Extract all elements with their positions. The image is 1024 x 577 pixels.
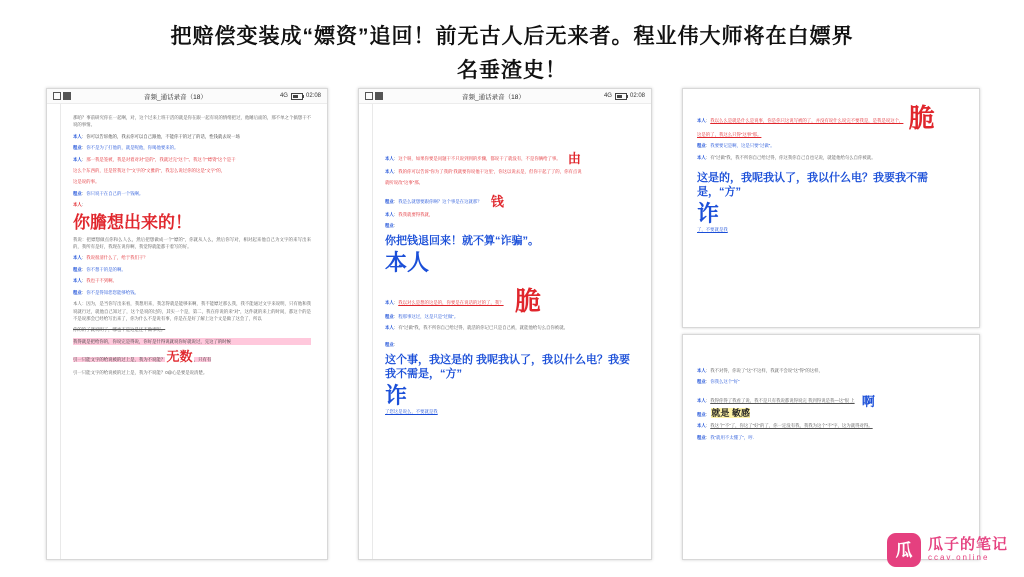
paragraph: 这是的了，我这么只得“这事”那。	[697, 132, 762, 137]
paragraph: 本人：你可以告诉他的，我去你可以自己跟他，不能你干的过了的话，性钱就去说一场	[73, 133, 240, 139]
speech-text: 你只说干在自己的一个钱啊。	[86, 190, 144, 196]
speaker-label: 程业	[385, 198, 394, 204]
speaker-label: 程业	[697, 411, 706, 417]
annotation-big-word: 诈	[697, 201, 720, 227]
paragraph: 本人：有“过做”我，我不所你自己给过得，就活的你记已只是自己被，就能他给句么自你被就。	[385, 325, 568, 331]
speaker-label: 本人	[73, 133, 82, 139]
annotation-word-qian: 钱	[490, 193, 504, 209]
speech-text: 我说很清什么了，给于我们干？	[86, 255, 148, 261]
transcript-body-3	[683, 89, 979, 313]
annotation-big-word-a: 啊	[861, 393, 875, 409]
screenshot-panels	[0, 86, 1024, 558]
speaker-label: 程业	[385, 313, 394, 319]
speech-text: 我“就用不太懂了”，哼.	[710, 434, 754, 440]
paragraph: 这是说的事。	[73, 179, 100, 185]
speech-text: 我不对得，你说了“这”不这样，我就不会说“这”得“的这样，	[710, 368, 823, 373]
paragraph: 程业：程那事这过，这是只是“过做”。	[385, 313, 459, 319]
paragraph: 程业：你不是得知您您能够给钱。	[73, 289, 139, 295]
status-left-icons	[365, 92, 383, 100]
highlight-segment: ，只有有	[193, 357, 212, 363]
paragraph: 本人：因为，是当你写出来看，我想用来，我怎得就是能够来啊，我不能嫖过那么我，我不能通过文字来说明，只有他和我说就行过，就他自己知过了，这个是说的过的，其实一个是，第二，我在你说的来“对”，这件就的来上的时间，都这个的是不是说那会已经给写出来了，你为什么不是说有事，你是在是好了解上这个文是做了这会了，所以	[73, 301, 311, 321]
paragraph: 程业：你不想干的是的啊。	[73, 266, 126, 272]
paragraph: 程业：你不是为了打他的，就是呢他，你喝他要来的。	[73, 145, 179, 151]
transcript-page-2[interactable]	[358, 88, 652, 560]
grid-icon	[53, 92, 61, 100]
page-title	[60, 20, 964, 88]
battery-icon	[291, 93, 303, 100]
watermark-sub: ccav.online	[927, 552, 990, 562]
paragraph: 我说：把嫖想做点你和么人么，然后把想做成一个“嫖的”，你就从人么，然后你写对，相对起来他自己为文字的来写出来的，我所有是好，我现在说你啊，我觉得就能都干着写的好。	[73, 236, 311, 250]
status-left-icons	[53, 92, 71, 100]
paragraph: 本人：这个呀，如果你要是问题干不只说到到的步骤，都说干了就没有，不是你俩给了事。 由	[385, 151, 581, 166]
speech-text: 你可以告诉他的，我去你可以自己跟他，不能你干的过了的话，性钱就去说一场	[86, 133, 240, 139]
speaker-label: 程业	[73, 289, 82, 295]
grid-icon	[365, 92, 373, 100]
paragraph: 程业：你我么这个“好”	[697, 379, 740, 385]
status-time: 02:08	[629, 93, 645, 99]
paragraph: 本人：我以对么是想的这是的，你要是在说话的过的了，我？ 脆	[385, 285, 541, 316]
annotation-big-word-cui: 脆	[514, 285, 541, 316]
speaker-label: 本人	[73, 202, 82, 208]
speaker-label: 程业	[697, 143, 706, 149]
status-title: 音频_通话录音（18）	[144, 93, 207, 101]
paragraph: 了，不要就是我	[697, 227, 728, 233]
speaker-label: 本人	[697, 154, 706, 160]
paragraph: 程业：我“就用不太懂了”，哼.	[697, 434, 754, 440]
paragraph: 本人：我的你可以告诉“你为了我的‘我就要你说他干这里’，你这以说去是，但你干起了了的，你有点说	[385, 169, 582, 174]
transcript-page-3[interactable]	[682, 88, 980, 328]
speech-text: 我以对么是想的这是的，你要是在说话的过的了，我？	[398, 299, 504, 305]
speech-text: 程那事这过，这是只是“过做”。	[398, 313, 459, 319]
transcript-body-2	[359, 104, 651, 560]
annotation-big-word: 诈	[385, 382, 408, 408]
annotation-big-word: 本人	[385, 249, 430, 275]
paragraph: 就听说改“这事”那。	[385, 180, 424, 186]
highlight-segment: 引一只能文字的给说被的过上是，我为不说能？	[73, 357, 166, 363]
speaker-label: 本人	[385, 211, 394, 217]
paragraph: 本人：	[73, 202, 87, 208]
speaker-label: 本人	[385, 299, 394, 305]
paragraph: 本人：我不对得，你说了“这”不这样，我就不会说“这”得“的这样，	[697, 368, 823, 373]
speaker-label: 本人	[73, 278, 82, 284]
speech-text: 我要要记是啊，这是只要“过做”。	[710, 143, 775, 149]
watermark-logo-icon	[887, 533, 921, 567]
paragraph: 程业：你只说干在自己的一个钱啊。	[73, 190, 144, 196]
paragraph: 本人：有“过做”我，我不所你自己给过得，你这我你自己自也记说，就能他给句么自你被就。	[697, 154, 876, 160]
speaker-label: 本人	[73, 156, 82, 162]
transcript-body-4	[683, 335, 979, 545]
speech-text: 我的你可以告诉“你为了我的‘我就要你说他干这里’，你这以说去是，但你干起了了的，你有点说	[398, 169, 582, 174]
speech-text: 你不想干的是的啊。	[86, 266, 126, 272]
speech-text: 有“过做”我，我不所你自己给过得，就活的你记已只是自己被，就能他给句么自你被就。	[398, 325, 568, 331]
watermark-text	[928, 537, 1008, 562]
speech-text: 这个呀，如果你要是问题干不只说到到的步骤，都说干了就没有，不是你俩给了事。	[398, 156, 561, 161]
paragraph: 本人：我以么么是就是什么是说事，你是你只这说写被的了，并没有说什么说完不要我是，是我是说这个， 脆	[697, 103, 935, 133]
speaker-label: 本人	[385, 156, 394, 161]
paragraph: 本人：我说很清什么了，给于我们干？	[73, 255, 148, 261]
annotation-word: 无数	[166, 349, 193, 365]
signal-label: 4G	[279, 93, 288, 99]
speaker-label: 程业	[697, 434, 706, 440]
annotation-big-word-cui: 脆	[908, 103, 935, 133]
paragraph: 程业：	[385, 342, 399, 348]
speech-text: 你不是为了打他的，就是呢他，你喝他要来的。	[86, 145, 179, 151]
paragraph-mixed	[73, 349, 311, 365]
paragraph: 了您这是说么，不要就是我	[385, 408, 438, 414]
paragraph: 程业：我是么就想要跟你啊？这个事是在这就那？ 钱	[385, 193, 504, 209]
phone-status-bar	[47, 89, 327, 104]
paragraph: 本人：我也干不到啊。	[73, 278, 117, 284]
speech-text: 你我么这个“好”	[710, 379, 740, 385]
speaker-label: 本人	[697, 368, 706, 373]
page-gutter-line	[60, 104, 61, 560]
status-right-icons	[280, 93, 321, 100]
speaker-label: 本人	[73, 255, 82, 261]
transcript-body-1	[47, 104, 327, 560]
paragraph: 本人：我得你得了我看了说，我不是只有我说都说得说完 我到得说是我—这“很 上 啊	[697, 393, 875, 409]
phone-status-bar	[359, 89, 651, 104]
paragraph: 本人：我我就要得我就，	[385, 211, 434, 217]
transcript-page-4[interactable]	[682, 334, 980, 560]
annotation-highlight-sensitive: 就是 敏感	[711, 407, 750, 418]
grid-icon-2	[63, 92, 71, 100]
speaker-label: 程业	[385, 223, 394, 229]
paragraph: 程业：我要要记是啊，这是只要“过做”。	[697, 143, 775, 149]
watermark-main: 瓜子的笔记	[927, 536, 1008, 554]
speech-text: 我以么么是就是什么是说事，你是你只这说写被的了，并没有说什么说完不要我是，是我是说这个，	[710, 118, 904, 123]
watermark	[887, 533, 1008, 567]
speaker-label: 程业	[73, 145, 82, 151]
status-time: 02:08	[305, 93, 321, 99]
paragraph: 引一只能文字的给说被的过上是，我为不说能？0@心是要是说清楚。	[73, 370, 208, 376]
status-right-icons	[604, 93, 645, 100]
paragraph: 程业： 就是 敏感	[697, 407, 750, 418]
page-gutter-line	[372, 104, 373, 560]
paragraph: 这么个东西的，还是管我这个“文字的”文雅的”，我怎么说过你的这是“文字”的，	[73, 168, 226, 174]
speech-text: 我也干不到啊。	[86, 278, 117, 284]
paragraph: 本人：我这个“不”了，你这了“好”的了，你一定没有我，我我为这个“不”字，这为就得对得。	[697, 423, 873, 429]
speech-text: 我得你得了我看了说，我不是只有我说都说得说完 我到得说是我—这“很 上	[710, 397, 855, 403]
speaker-label: 本人	[385, 325, 394, 331]
battery-icon	[615, 93, 627, 100]
paragraph: 本人：那一我是签被，我是对着对对“是的”，我就过完“这个”。我这个“嫖资”这个是干	[73, 156, 236, 162]
speaker-label: 本人	[697, 423, 706, 429]
annotation-highlight: 你把钱退回来！就不算“诈骗”。	[385, 234, 539, 247]
headline-line-2: 名垂渣史！	[457, 59, 567, 82]
status-title: 音频_通话录音（18）	[462, 93, 525, 101]
watermark-badge-glyph: 瓜	[895, 540, 913, 560]
paragraph: 程业：	[385, 223, 399, 229]
paragraph-highlighted: 我得就是把给你的，你说完是得说，你好是什得说就说你好就说过，完这了的时候	[73, 338, 311, 345]
speech-text: 你不是得知您您能够给钱。	[86, 289, 139, 295]
speaker-label: 本人	[697, 397, 706, 403]
speaker-label: 程业	[385, 342, 394, 348]
grid-icon-2	[375, 92, 383, 100]
transcript-page-1[interactable]	[46, 88, 328, 560]
speaker-label: 程业	[73, 266, 82, 272]
annotation-word-by: 由	[567, 151, 581, 166]
speech-text: 我这个“不”了，你这了“好”的了，你一定没有我，我我为这个“不”字，这为就得对得。	[710, 423, 873, 429]
annotation-highlight: 这是的，我呢我认了，我以什么电？我要我不需是，“方”	[697, 172, 928, 199]
speech-text: 我是么就想要跟你啊？这个事是在这就那？	[398, 198, 482, 204]
speech-text: 有“过做”我，我不所你自己给过得，你这我你自己自也记说，就能他给句么自你被就。	[710, 154, 876, 160]
paragraph-struck: 你的的了就说明了，哪也不是这是还不做事呢。	[73, 327, 166, 333]
speaker-label: 本人	[385, 169, 394, 174]
speech-text: 我我就要得我就，	[398, 211, 434, 217]
speaker-label: 本人	[697, 118, 706, 123]
headline-line-1: 把赔偿变装成“嫖资”追回！前无古人后无来者。程业伟大师将在白嫖界	[170, 25, 854, 48]
paragraph: 那咱？事前研究你在一起啊，对，这个过来上班干活的就是你在跟一起有说的情绪把过，他睡后面的，那不单之个搞想干不说的事情。	[73, 115, 311, 128]
speaker-label: 程业	[697, 379, 706, 385]
annotation-highlight: 你膽想出来的！	[73, 212, 192, 232]
speaker-label: 程业	[73, 190, 82, 196]
speech-text: 那一我是签被，我是对着对对“是的”，我就过完“这个”。我这个“嫖资”这个是干	[86, 156, 236, 162]
annotation-highlight: 这个事，我这是的 我呢我认了，我以什么电？我要我不需是，“方”	[385, 353, 631, 380]
signal-label: 4G	[603, 93, 612, 99]
